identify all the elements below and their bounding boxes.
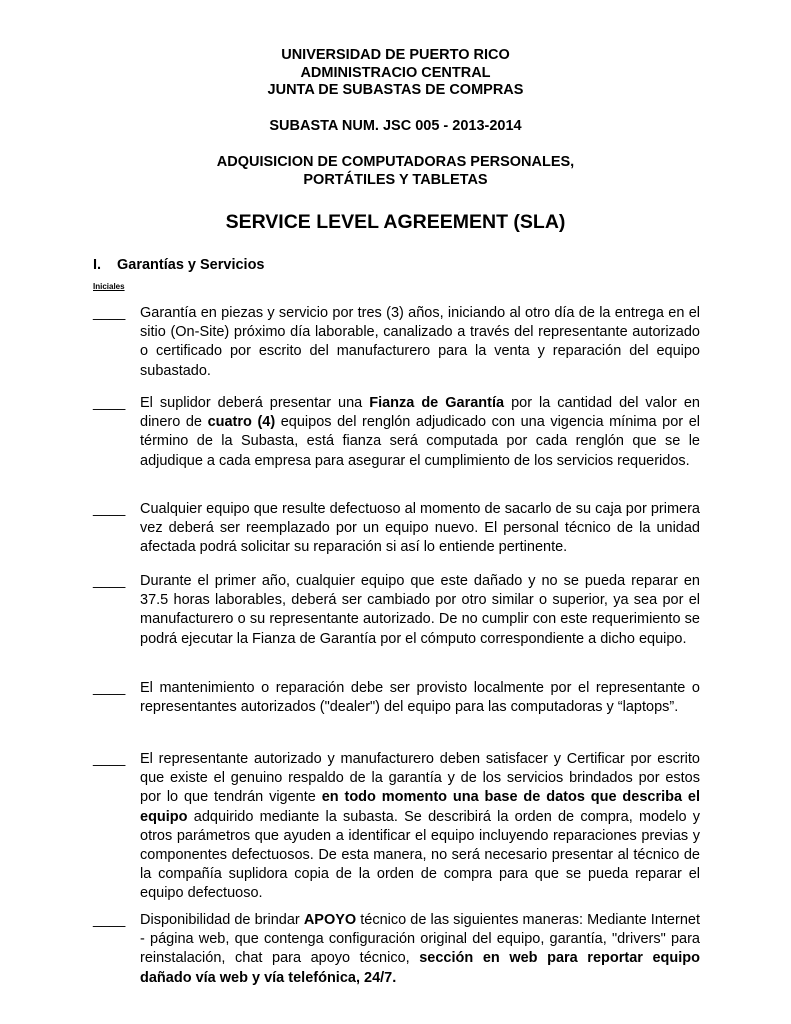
clause-text [140,500,700,558]
initials-label: Iniciales [93,282,125,291]
acquisition-title [0,154,791,189]
auction-number: SUBASTA NUM. JSC 005 - 2013-2014 [269,118,522,134]
acquisition-line: ADQUISICION DE COMPUTADORAS PERSONALES, [216,154,575,170]
clause-text-run: Durante el primer año, cualquier equipo que este dañado y no se pueda reparar en 37.5 horas laborables, deberá ser cambiado por otro similar o superior, ya sea por el manufacturero o su representante autorizado. De no cumplir con este requerimiento se podrá ejecutar la Fianza de Garantía por el cómputo correspondiente a dicho equipo. [140,573,700,647]
initials-blank: ____ [93,751,126,767]
clause-text-run: Disponibilidad de brindar [140,912,304,928]
header-line: UNIVERSIDAD DE PUERTO RICO [281,47,510,63]
initials-blank: ____ [93,305,126,321]
clause-bold-text: sección en web para reportar equipo dañado vía web y vía telefónica, 24/7. [140,950,700,986]
clause-bold-text: en todo momento una base de datos que describa el equipo [140,789,701,825]
clause-text [140,750,700,904]
document-header [0,47,791,100]
clause-text [140,911,700,988]
initials-blank: ____ [93,501,126,517]
section-title: Garantías y Servicios [117,257,265,273]
sla-title: SERVICE LEVEL AGREEMENT (SLA) [225,211,566,233]
clause-text-run: Cualquier equipo que resulte defectuoso al momento de sacarlo de su caja por primera vez deberá ser reemplazado por un equipo nuevo. El personal técnico de la unidad afectada podrá solicitar su reparación si así lo entiende pertinente. [140,501,700,556]
clause-text-run: El suplidor deberá presentar una [140,395,370,411]
acquisition-line: PORTÁTILES Y TABLETAS [303,171,488,188]
clause-text-run: por la cantidad del valor en dinero de [140,395,700,431]
section-number: I. [93,257,102,273]
clause-text-run: El mantenimiento o reparación debe ser provisto localmente por el representante o representantes autorizados ("dealer") del equipo para las computadoras y “laptops”. [140,680,700,716]
clause-bold-text: APOYO [303,912,357,928]
initials-blank: ____ [93,395,126,411]
clause-text [140,304,700,381]
initials-blank: ____ [93,573,126,589]
clause-text-run: equipos del renglón adjudicado con una vigencia mínima por el término de la Subasta, está fianza será computada por cada renglón que se le adjudique a cada empresa para asegurar el cumplimiento de los servicios requeridos. [140,414,700,469]
clause-text-run: El representante autorizado y manufacturero deben satisfacer y Certificar por escrito que existe el genuino respaldo de la garantía y de los servicios brindados por estos por lo que tendrán vigente [140,751,700,806]
section-heading [93,256,265,274]
clause-text-run: adquirido mediante la subasta. Se describirá la orden de compra, modelo y otros parámetros que ayuden a identificar el equipo incluyendo reparaciones previas y componentes defectuosos. De esta manera, no será necesario presentar al técnico de la compañía suplidora copia de la orden de compra para que se pueda reparar el equipo defectuoso. [140,808,700,902]
header-line: JUNTA DE SUBASTAS DE COMPRAS [267,82,524,98]
header-line: ADMINISTRACIO CENTRAL [300,64,491,81]
clause-text-run: Garantía en piezas y servicio por tres (3) años, iniciando al otro día de la entrega en el sitio (On-Site) próximo día laborable, canalizado a través del representante autorizado o certificado por escrito del manufacturero para la venta y reparación del equipo subastado. [140,305,700,379]
clause-bold-text: Fianza de Garantía [369,395,505,411]
initials-blank: ____ [93,912,126,928]
clause-text [140,679,700,717]
clause-text-run: técnico de las siguientes maneras: Mediante Internet - página web, que contenga configuración original del equipo, garantía, "drivers" para reinstalación, chat para apoyo técnico, [140,912,700,967]
clause-text [140,572,700,649]
clause-bold-text: cuatro (4) [207,414,276,431]
clause-text [140,394,700,471]
initials-blank: ____ [93,680,126,696]
